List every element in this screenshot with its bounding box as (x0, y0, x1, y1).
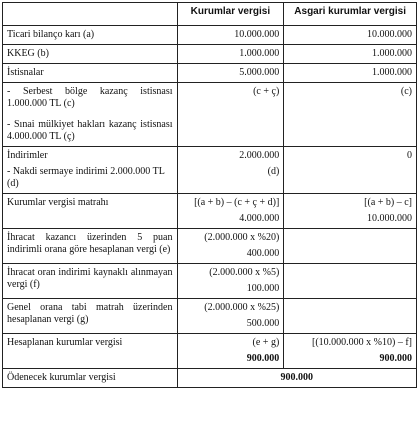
row-value-minimum: 1.000.000 (284, 64, 417, 83)
row-value-corporate: 400.000 (246, 248, 280, 259)
row-value-corporate-ref: (d) (267, 166, 280, 177)
table-row (3, 334, 417, 369)
row-label: Ödenecek kurumlar vergisi (3, 369, 178, 388)
row-value-corporate: 500.000 (246, 318, 280, 329)
row-label: - Nakdi sermaye indirimi 2.000.000 TL (d) (7, 166, 165, 189)
row-value-corporate: 1.000.000 (177, 45, 284, 64)
row-formula-corporate: (2.000.000 x %25) (204, 302, 280, 313)
table-row (3, 147, 417, 194)
row-value-minimum-group (284, 194, 417, 229)
row-value-minimum: 900.000 (379, 353, 412, 364)
header-cell-corporate-tax: Kurumlar vergisi (177, 3, 284, 26)
row-label-group (3, 83, 178, 147)
row-value-corporate: 2.000.000 (239, 150, 280, 161)
header-cell-minimum-corporate-tax: Asgari kurumlar vergisi (284, 3, 417, 26)
row-value-corporate: 900.000 (246, 353, 280, 364)
row-value-minimum: 10.000.000 (284, 26, 417, 45)
row-value-minimum-group (284, 334, 417, 369)
row-label: İstisnalar (3, 64, 178, 83)
table-row-total (3, 369, 417, 388)
row-formula-corporate: [(a + b) – (c + ç + d)] (194, 197, 280, 208)
table-row (3, 64, 417, 83)
table-header-row (3, 3, 417, 26)
table-row (3, 83, 417, 147)
row-label: İhracat kazancı üzerinden 5 puan indirimli orana göre hesaplanan vergi (e) (3, 229, 178, 264)
row-value-corporate: 10.000.000 (177, 26, 284, 45)
row-label: İndirimler (7, 150, 48, 161)
row-value-minimum: (c) (284, 83, 417, 147)
table-row (3, 26, 417, 45)
row-value-minimum: 10.000.000 (367, 213, 412, 224)
row-value-corporate: 4.000.000 (239, 213, 280, 224)
row-label: - Serbest bölge kazanç istisnası 1.000.000 TL (c) (7, 86, 173, 109)
row-label: KKEG (b) (3, 45, 178, 64)
row-value-corporate-group (177, 229, 284, 264)
total-payable-value: 900.000 (177, 369, 417, 388)
table-row (3, 264, 417, 299)
row-formula-corporate: (2.000.000 x %5) (209, 267, 280, 278)
row-value-corporate-group (177, 264, 284, 299)
row-formula-minimum: [(10.000.000 x %10) – f] (312, 337, 412, 348)
row-value-corporate-group (177, 299, 284, 334)
row-label: Kurumlar vergisi matrahı (3, 194, 178, 229)
row-label: - Sınai mülkiyet hakları kazanç istisnası 4.000.000 TL (ç) (7, 119, 173, 142)
row-value-minimum-empty (284, 299, 417, 334)
header-cell-label (3, 3, 178, 26)
row-label: Ticari bilanço karı (a) (3, 26, 178, 45)
row-label-group (3, 147, 178, 194)
row-value-minimum-empty (284, 264, 417, 299)
row-formula-corporate: (2.000.000 x %20) (204, 232, 280, 243)
row-value-minimum-empty (284, 229, 417, 264)
row-value-corporate-group (177, 147, 284, 194)
table-row (3, 229, 417, 264)
tax-comparison-table (2, 2, 417, 388)
row-value-corporate-group (177, 194, 284, 229)
row-value-corporate: 100.000 (246, 283, 280, 294)
row-label: Genel orana tabi matrah üzerinden hesaplanan vergi (g) (3, 299, 178, 334)
row-value-minimum: 0 (284, 147, 417, 194)
row-value-corporate: 5.000.000 (177, 64, 284, 83)
table-row (3, 299, 417, 334)
row-label: İhracat oran indirimi kaynaklı alınmayan vergi (f) (3, 264, 178, 299)
row-value-corporate: (c + ç) (177, 83, 284, 147)
row-label: Hesaplanan kurumlar vergisi (3, 334, 178, 369)
row-value-minimum: 1.000.000 (284, 45, 417, 64)
row-formula-corporate: (e + g) (252, 337, 280, 348)
table-row (3, 194, 417, 229)
row-formula-minimum: [(a + b) – c] (364, 197, 412, 208)
table-row (3, 45, 417, 64)
row-value-corporate-group (177, 334, 284, 369)
